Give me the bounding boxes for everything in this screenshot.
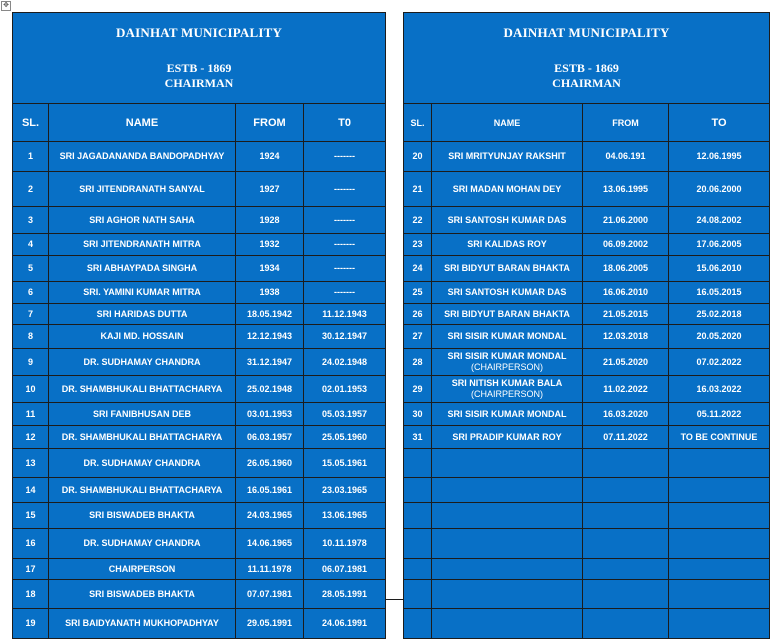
empty-cell xyxy=(583,529,669,559)
cell-from: 1924 xyxy=(236,142,304,172)
cell-sl: 26 xyxy=(404,304,432,325)
cell-sl: 4 xyxy=(13,234,49,256)
table-row xyxy=(404,282,770,304)
table-row xyxy=(13,142,386,172)
empty-cell xyxy=(404,559,432,580)
empty-row xyxy=(404,449,770,478)
cell-to: 25.02.2018 xyxy=(669,304,770,325)
table-row xyxy=(404,403,770,426)
empty-cell xyxy=(583,580,669,609)
table-row xyxy=(404,325,770,349)
table-row xyxy=(13,282,386,304)
cell-sl: 11 xyxy=(13,403,49,426)
cell-sl: 10 xyxy=(13,376,49,403)
cell-name: SRI MADAN MOHAN DEY xyxy=(432,172,583,207)
cell-to: ------- xyxy=(304,172,386,207)
table-row xyxy=(404,304,770,325)
cell-from: 12.12.1943 xyxy=(236,325,304,349)
cell-from: 16.06.2010 xyxy=(583,282,669,304)
cell-name: SRI SANTOSH KUMAR DAS xyxy=(432,207,583,234)
empty-cell xyxy=(432,559,583,580)
cell-to: 05.03.1957 xyxy=(304,403,386,426)
cell-from: 11.11.1978 xyxy=(236,559,304,580)
cell-to: 20.05.2020 xyxy=(669,325,770,349)
cell-to: 10.11.1978 xyxy=(304,529,386,559)
empty-row xyxy=(404,503,770,529)
cell-name: SRI BISWADEB BHAKTA xyxy=(49,580,236,609)
cell-from: 16.03.2020 xyxy=(583,403,669,426)
cell-name-role: (CHAIRPERSON) xyxy=(470,362,543,372)
table-row xyxy=(404,234,770,256)
cell-name: SRI MRITYUNJAY RAKSHIT xyxy=(432,142,583,172)
empty-row xyxy=(404,609,770,639)
cell-name: SRI ABHAYPADA SINGHA xyxy=(49,256,236,282)
estb-text: ESTB - 1869 xyxy=(166,61,232,75)
cell-name: SRI SISIR KUMAR MONDAL xyxy=(432,325,583,349)
empty-row xyxy=(404,478,770,503)
empty-cell xyxy=(583,609,669,639)
empty-cell xyxy=(669,529,770,559)
cell-name: SRI BIDYUT BARAN BHAKTA xyxy=(432,304,583,325)
cell-sl: 18 xyxy=(13,580,49,609)
cell-to: 30.12.1947 xyxy=(304,325,386,349)
cell-sl: 20 xyxy=(404,142,432,172)
table-row xyxy=(13,349,386,376)
cell-to: 06.07.1981 xyxy=(304,559,386,580)
column-header-from: FROM xyxy=(236,104,304,142)
cell-to: 16.03.2022 xyxy=(669,376,770,403)
empty-cell xyxy=(432,503,583,529)
chairman-table-right xyxy=(403,12,770,639)
empty-row xyxy=(404,580,770,609)
cell-from: 1932 xyxy=(236,234,304,256)
table-header-block xyxy=(13,13,386,104)
table-row xyxy=(13,234,386,256)
table-row xyxy=(13,426,386,449)
empty-cell xyxy=(432,449,583,478)
table-row xyxy=(13,403,386,426)
column-header-to: TO xyxy=(669,104,770,142)
empty-cell xyxy=(432,529,583,559)
cell-to: ------- xyxy=(304,256,386,282)
empty-cell xyxy=(583,559,669,580)
cell-sl: 29 xyxy=(404,376,432,403)
cell-sl: 23 xyxy=(404,234,432,256)
table-row xyxy=(13,207,386,234)
empty-cell xyxy=(432,478,583,503)
table-row xyxy=(404,256,770,282)
cell-from: 1934 xyxy=(236,256,304,282)
cell-name-line: SRI SISIR KUMAR MONDAL xyxy=(447,351,567,361)
table-header-block xyxy=(404,13,770,104)
cell-name: SRI JITENDRANATH MITRA xyxy=(49,234,236,256)
cell-name: SRI HARIDAS DUTTA xyxy=(49,304,236,325)
cell-sl: 13 xyxy=(13,449,49,478)
cell-name: SRI. YAMINI KUMAR MITRA xyxy=(49,282,236,304)
column-header-from: FROM xyxy=(583,104,669,142)
cell-from: 11.02.2022 xyxy=(583,376,669,403)
cell-sl: 12 xyxy=(13,426,49,449)
cell-name: DR. SUDHAMAY CHANDRA xyxy=(49,449,236,478)
cell-from: 16.05.1961 xyxy=(236,478,304,503)
cell-to: 15.06.2010 xyxy=(669,256,770,282)
cell-name: SRI PRADIP KUMAR ROY xyxy=(432,426,583,449)
cell-to: 24.02.1948 xyxy=(304,349,386,376)
cell-name: SRI FANIBHUSAN DEB xyxy=(49,403,236,426)
column-header-name: NAME xyxy=(49,104,236,142)
cell-to: 16.05.2015 xyxy=(669,282,770,304)
cell-from: 31.12.1947 xyxy=(236,349,304,376)
cell-from: 06.03.1957 xyxy=(236,426,304,449)
cell-sl: 17 xyxy=(13,559,49,580)
cell-from: 06.09.2002 xyxy=(583,234,669,256)
cell-to: 13.06.1965 xyxy=(304,503,386,529)
empty-cell xyxy=(432,609,583,639)
chairman-table-left xyxy=(12,12,386,639)
cell-name: CHAIRPERSON xyxy=(49,559,236,580)
empty-cell xyxy=(404,503,432,529)
empty-cell xyxy=(404,529,432,559)
cell-from: 21.05.2020 xyxy=(583,349,669,376)
cell-name-role: (CHAIRPERSON) xyxy=(470,389,543,399)
cell-name: DR. SUDHAMAY CHANDRA xyxy=(49,349,236,376)
empty-cell xyxy=(404,580,432,609)
cell-sl: 16 xyxy=(13,529,49,559)
cell-name: KAJI MD. HOSSAIN xyxy=(49,325,236,349)
cell-from: 13.06.1995 xyxy=(583,172,669,207)
empty-row xyxy=(404,559,770,580)
cell-to: 23.03.1965 xyxy=(304,478,386,503)
municipality-title: DAINHAT MUNICIPALITY xyxy=(115,25,283,40)
cell-name: DR. SHAMBHUKALI BHATTACHARYA xyxy=(49,478,236,503)
cell-from: 07.07.1981 xyxy=(236,580,304,609)
column-header-name: NAME xyxy=(432,104,583,142)
table-row xyxy=(13,609,386,639)
cell-sl: 15 xyxy=(13,503,49,529)
cell-from: 14.06.1965 xyxy=(236,529,304,559)
cell-from: 04.06.191 xyxy=(583,142,669,172)
cell-from: 07.11.2022 xyxy=(583,426,669,449)
cell-to: ------- xyxy=(304,282,386,304)
cell-name: SRI BAIDYANATH MUKHOPADHYAY xyxy=(49,609,236,639)
empty-cell xyxy=(583,503,669,529)
cell-name xyxy=(432,349,583,376)
cell-sl: 1 xyxy=(13,142,49,172)
cell-to: ------- xyxy=(304,234,386,256)
cell-sl: 21 xyxy=(404,172,432,207)
cell-from: 21.06.2000 xyxy=(583,207,669,234)
cell-sl: 28 xyxy=(404,349,432,376)
table-row xyxy=(404,207,770,234)
cell-to: 02.01.1953 xyxy=(304,376,386,403)
cell-to: 17.06.2005 xyxy=(669,234,770,256)
table-row xyxy=(13,304,386,325)
cell-sl: 5 xyxy=(13,256,49,282)
estb-text: ESTB - 1869 xyxy=(554,61,619,75)
empty-cell xyxy=(404,449,432,478)
table-row xyxy=(404,349,770,376)
table-row xyxy=(13,172,386,207)
cell-sl: 31 xyxy=(404,426,432,449)
cell-from: 12.03.2018 xyxy=(583,325,669,349)
cell-to: 07.02.2022 xyxy=(669,349,770,376)
cell-from: 29.05.1991 xyxy=(236,609,304,639)
cell-from: 18.05.1942 xyxy=(236,304,304,325)
cell-sl: 9 xyxy=(13,349,49,376)
cell-sl: 6 xyxy=(13,282,49,304)
cell-to: 25.05.1960 xyxy=(304,426,386,449)
cell-to: 20.06.2000 xyxy=(669,172,770,207)
cell-sl: 19 xyxy=(13,609,49,639)
table-row xyxy=(13,325,386,349)
cell-name: SRI AGHOR NATH SAHA xyxy=(49,207,236,234)
table-row xyxy=(13,503,386,529)
cell-sl: 22 xyxy=(404,207,432,234)
table-row xyxy=(404,142,770,172)
empty-cell xyxy=(669,559,770,580)
empty-cell xyxy=(669,503,770,529)
table-row xyxy=(13,580,386,609)
cell-name: SRI JITENDRANATH SANYAL xyxy=(49,172,236,207)
cell-to: 12.06.1995 xyxy=(669,142,770,172)
cell-from: 03.01.1953 xyxy=(236,403,304,426)
empty-cell xyxy=(432,580,583,609)
divider-line xyxy=(385,599,403,600)
cell-sl: 14 xyxy=(13,478,49,503)
cell-to: TO BE CONTINUE xyxy=(669,426,770,449)
cell-from: 26.05.1960 xyxy=(236,449,304,478)
cell-sl: 3 xyxy=(13,207,49,234)
cell-name: DR. SUDHAMAY CHANDRA xyxy=(49,529,236,559)
table-row xyxy=(404,172,770,207)
cell-from: 24.03.1965 xyxy=(236,503,304,529)
chairman-subtitle: CHAIRMAN xyxy=(552,76,621,90)
cell-name: SRI JAGADANANDA BANDOPADHYAY xyxy=(49,142,236,172)
cell-name: DR. SHAMBHUKALI BHATTACHARYA xyxy=(49,426,236,449)
table-row xyxy=(13,529,386,559)
empty-cell xyxy=(669,609,770,639)
column-header-sl: SL. xyxy=(13,104,49,142)
table-row xyxy=(404,376,770,403)
cell-from: 1938 xyxy=(236,282,304,304)
cell-name: SRI BIDYUT BARAN BHAKTA xyxy=(432,256,583,282)
cell-name: DR. SHAMBHUKALI BHATTACHARYA xyxy=(49,376,236,403)
empty-cell xyxy=(669,478,770,503)
table-move-handle-icon[interactable]: ✥ xyxy=(1,1,11,11)
cell-sl: 25 xyxy=(404,282,432,304)
cell-sl: 7 xyxy=(13,304,49,325)
cell-to: 24.08.2002 xyxy=(669,207,770,234)
empty-cell xyxy=(669,449,770,478)
cell-name: SRI SANTOSH KUMAR DAS xyxy=(432,282,583,304)
municipality-title: DAINHAT MUNICIPALITY xyxy=(503,25,670,40)
cell-sl: 24 xyxy=(404,256,432,282)
table-row xyxy=(13,449,386,478)
cell-name xyxy=(432,376,583,403)
chairman-subtitle: CHAIRMAN xyxy=(164,76,234,90)
cell-from: 1928 xyxy=(236,207,304,234)
cell-from: 18.06.2005 xyxy=(583,256,669,282)
table-row xyxy=(13,559,386,580)
table-gap xyxy=(385,12,403,600)
cell-to: 05.11.2022 xyxy=(669,403,770,426)
cell-sl: 8 xyxy=(13,325,49,349)
empty-cell xyxy=(583,478,669,503)
cell-from: 25.02.1948 xyxy=(236,376,304,403)
cell-to: 11.12.1943 xyxy=(304,304,386,325)
cell-to: 24.06.1991 xyxy=(304,609,386,639)
cell-sl: 27 xyxy=(404,325,432,349)
cell-to: 28.05.1991 xyxy=(304,580,386,609)
cell-name: SRI KALIDAS ROY xyxy=(432,234,583,256)
table-row xyxy=(404,426,770,449)
table-row xyxy=(13,478,386,503)
empty-cell xyxy=(404,478,432,503)
empty-cell xyxy=(583,449,669,478)
cell-to: ------- xyxy=(304,207,386,234)
empty-cell xyxy=(669,580,770,609)
table-row xyxy=(13,256,386,282)
empty-cell xyxy=(404,609,432,639)
cell-name-line: SRI NITISH KUMAR BALA xyxy=(451,378,563,388)
cell-sl: 30 xyxy=(404,403,432,426)
column-header-to: T0 xyxy=(304,104,386,142)
cell-from: 1927 xyxy=(236,172,304,207)
cell-name: SRI SISIR KUMAR MONDAL xyxy=(432,403,583,426)
column-header-sl: SL. xyxy=(404,104,432,142)
table-row xyxy=(13,376,386,403)
cell-from: 21.05.2015 xyxy=(583,304,669,325)
cell-to: 15.05.1961 xyxy=(304,449,386,478)
empty-row xyxy=(404,529,770,559)
cell-to: ------- xyxy=(304,142,386,172)
cell-sl: 2 xyxy=(13,172,49,207)
cell-name: SRI BISWADEB BHAKTA xyxy=(49,503,236,529)
